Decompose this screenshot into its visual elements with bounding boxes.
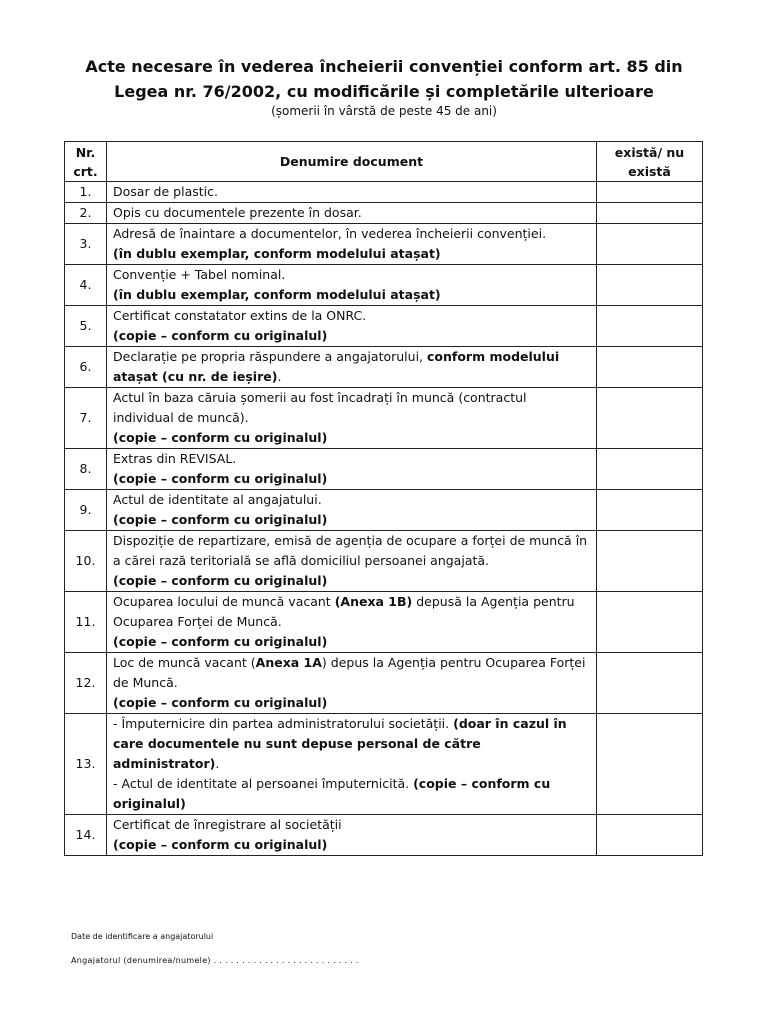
exists-checkbox-cell[interactable] bbox=[597, 306, 703, 347]
document-note-bold: (doar în cazul în care documentele nu sunt depuse personal de către administrator) bbox=[113, 716, 567, 771]
document-note-bold: (copie – conform cu originalul) bbox=[113, 512, 328, 527]
document-name bbox=[107, 224, 597, 265]
exists-checkbox-cell[interactable] bbox=[597, 203, 703, 224]
row-number: 12. bbox=[65, 653, 107, 714]
row-number: 1. bbox=[65, 182, 107, 203]
document-text: Dosar de plastic. bbox=[113, 184, 218, 199]
row-number: 7. bbox=[65, 388, 107, 449]
row-number: 6. bbox=[65, 347, 107, 388]
table-row bbox=[65, 347, 703, 388]
document-name bbox=[107, 490, 597, 531]
row-number: 9. bbox=[65, 490, 107, 531]
table-row bbox=[65, 653, 703, 714]
table-row bbox=[65, 306, 703, 347]
document-note-bold: (în dublu exemplar, conform modelului atașat) bbox=[113, 246, 441, 261]
exists-checkbox-cell[interactable] bbox=[597, 653, 703, 714]
documents-table bbox=[64, 141, 703, 856]
document-text: Certificat de înregistrare al societății bbox=[113, 817, 342, 832]
exists-checkbox-cell[interactable] bbox=[597, 592, 703, 653]
document-note-bold: (în dublu exemplar, conform modelului atașat) bbox=[113, 287, 441, 302]
table-row bbox=[65, 265, 703, 306]
document-note-bold: (copie – conform cu originalul) bbox=[113, 328, 328, 343]
table-row bbox=[65, 490, 703, 531]
exists-checkbox-cell[interactable] bbox=[597, 388, 703, 449]
row-number: 3. bbox=[65, 224, 107, 265]
document-subtitle: (șomerii în vârstă de peste 45 de ani) bbox=[271, 104, 497, 118]
document-name bbox=[107, 714, 597, 815]
document-name bbox=[107, 265, 597, 306]
header-nr: Nr. crt. bbox=[65, 142, 107, 182]
document-text: - Împuternicire din partea administratorului societății. bbox=[113, 716, 454, 731]
document-note-bold: (copie – conform cu originalul) bbox=[113, 695, 328, 710]
document-note-bold: (copie – conform cu originalul) bbox=[113, 837, 328, 852]
document-name bbox=[107, 306, 597, 347]
document-name bbox=[107, 388, 597, 449]
row-number: 5. bbox=[65, 306, 107, 347]
document-title bbox=[70, 54, 698, 104]
exists-checkbox-cell[interactable] bbox=[597, 449, 703, 490]
document-text: . bbox=[215, 756, 220, 771]
document-name bbox=[107, 653, 597, 714]
document-text: Convenție + Tabel nominal. bbox=[113, 267, 286, 282]
document-text: Ocuparea locului de muncă vacant bbox=[113, 594, 335, 609]
table-row bbox=[65, 714, 703, 815]
title-line-2: Legea nr. 76/2002, cu modificările și completările ulterioare bbox=[114, 82, 654, 101]
document-note-bold: (copie – conform cu originalul) bbox=[113, 573, 328, 588]
document-text: - Actul de identitate al persoanei împuternicită. bbox=[113, 776, 414, 791]
row-number: 2. bbox=[65, 203, 107, 224]
document-name bbox=[107, 449, 597, 490]
exists-checkbox-cell[interactable] bbox=[597, 347, 703, 388]
document-text: Actul în baza căruia șomerii au fost încadrați în muncă (contractul individual de muncă). bbox=[113, 390, 527, 425]
row-number: 13. bbox=[65, 714, 107, 815]
document-note-bold: (Anexa 1B) bbox=[334, 594, 413, 609]
header-exista: există/ nu există bbox=[597, 142, 703, 182]
document-text: depusă la Agenția pentru Ocuparea Forței de Muncă. bbox=[113, 594, 575, 629]
table-row bbox=[65, 203, 703, 224]
document-note-bold: (copie – conform cu originalul) bbox=[113, 430, 328, 445]
table-row bbox=[65, 592, 703, 653]
document-name bbox=[107, 531, 597, 592]
table-row bbox=[65, 182, 703, 203]
document-text: Loc de muncă vacant ( bbox=[113, 655, 256, 670]
document-name bbox=[107, 592, 597, 653]
document-text: . bbox=[277, 369, 282, 384]
title-line-1: Acte necesare în vederea încheierii convenției conform art. 85 din bbox=[85, 57, 683, 76]
document-note-bold: conform modelului atașat (cu nr. de ieșire) bbox=[113, 349, 560, 384]
document-text: ) depus la Agenția pentru Ocuparea Forței de Muncă. bbox=[113, 655, 586, 690]
row-number: 10. bbox=[65, 531, 107, 592]
document-note-bold: (copie – conform cu originalul) bbox=[113, 776, 551, 811]
document-text: Declarație pe propria răspundere a angajatorului, bbox=[113, 349, 427, 364]
document-text: Dispoziție de repartizare, emisă de agenția de ocupare a forței de muncă în a cărei rază teritorială se află domiciliul persoanei angajată. bbox=[113, 533, 588, 568]
table-row bbox=[65, 815, 703, 856]
row-number: 4. bbox=[65, 265, 107, 306]
document-text: Certificat constatator extins de la ONRC. bbox=[113, 308, 367, 323]
table-row bbox=[65, 388, 703, 449]
document-text: Adresă de înaintare a documentelor, în vederea încheierii convenției. bbox=[113, 226, 547, 241]
employer-name-line: Angajatorul (denumirea/numele) . . . . . . . . . . . . . . . . . . . . . . . . . . bbox=[71, 956, 359, 965]
document-note-bold: Anexa 1A bbox=[255, 655, 322, 670]
document-text: Opis cu documentele prezente în dosar. bbox=[113, 205, 362, 220]
document-text: Actul de identitate al angajatului. bbox=[113, 492, 322, 507]
exists-checkbox-cell[interactable] bbox=[597, 531, 703, 592]
document-name bbox=[107, 347, 597, 388]
header-denumire: Denumire document bbox=[107, 142, 597, 182]
document-text: Extras din REVISAL. bbox=[113, 451, 237, 466]
table-header-row bbox=[65, 142, 703, 182]
exists-checkbox-cell[interactable] bbox=[597, 490, 703, 531]
row-number: 11. bbox=[65, 592, 107, 653]
exists-checkbox-cell[interactable] bbox=[597, 714, 703, 815]
exists-checkbox-cell[interactable] bbox=[597, 265, 703, 306]
employer-identification-label: Date de identificare a angajatorului bbox=[71, 932, 214, 941]
table-row bbox=[65, 531, 703, 592]
table-row bbox=[65, 224, 703, 265]
row-number: 14. bbox=[65, 815, 107, 856]
document-note-bold: (copie – conform cu originalul) bbox=[113, 634, 328, 649]
row-number: 8. bbox=[65, 449, 107, 490]
exists-checkbox-cell[interactable] bbox=[597, 182, 703, 203]
table-row bbox=[65, 449, 703, 490]
document-name bbox=[107, 182, 597, 203]
document-note-bold: (copie – conform cu originalul) bbox=[113, 471, 328, 486]
exists-checkbox-cell[interactable] bbox=[597, 815, 703, 856]
document-name bbox=[107, 203, 597, 224]
exists-checkbox-cell[interactable] bbox=[597, 224, 703, 265]
document-name bbox=[107, 815, 597, 856]
